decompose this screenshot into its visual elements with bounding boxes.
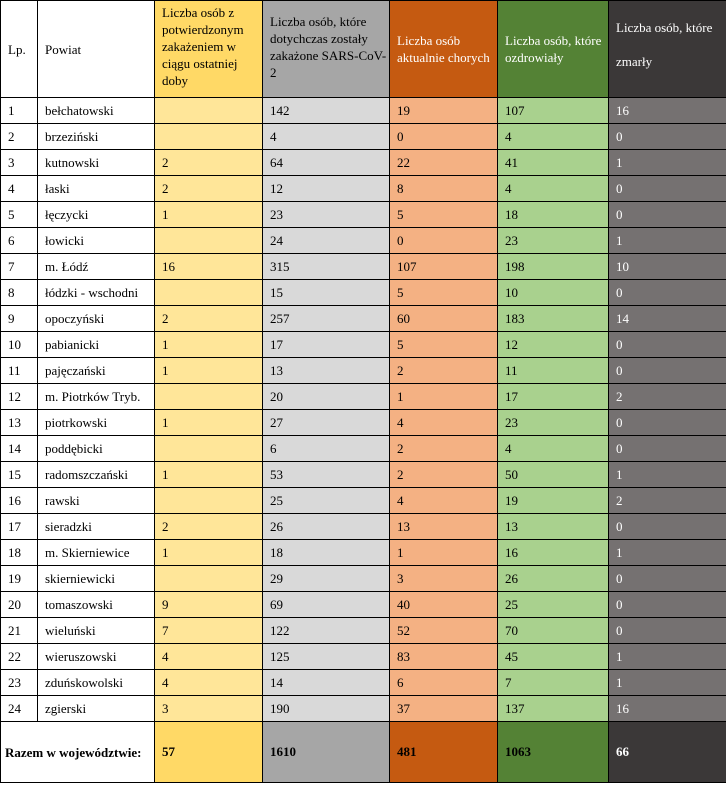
cell-active: 3: [390, 566, 498, 592]
cell-powiat: poddębicki: [38, 436, 155, 462]
cell-total-infected: 6: [263, 436, 390, 462]
cell-recovered: 107: [498, 98, 609, 124]
cell-recovered: 183: [498, 306, 609, 332]
cell-total-infected: 257: [263, 306, 390, 332]
cell-total-infected: 24: [263, 228, 390, 254]
cell-recovered: 18: [498, 202, 609, 228]
cell-deceased: 1: [609, 462, 726, 488]
cell-powiat: opoczyński: [38, 306, 155, 332]
cell-lp: 22: [1, 644, 38, 670]
cell-new-cases: [155, 280, 263, 306]
cell-deceased: 0: [609, 202, 726, 228]
cell-total-infected: 64: [263, 150, 390, 176]
cell-total-infected: 25: [263, 488, 390, 514]
cell-new-cases: 2: [155, 306, 263, 332]
cell-lp: 13: [1, 410, 38, 436]
cell-active: 5: [390, 332, 498, 358]
cell-powiat: zgierski: [38, 696, 155, 722]
cell-active: 2: [390, 462, 498, 488]
cell-deceased: 0: [609, 436, 726, 462]
totals-active: 481: [390, 722, 498, 783]
table-row: [1, 644, 726, 670]
cell-new-cases: 2: [155, 176, 263, 202]
cell-recovered: 137: [498, 696, 609, 722]
cell-deceased: 2: [609, 488, 726, 514]
cell-recovered: 16: [498, 540, 609, 566]
cell-new-cases: 9: [155, 592, 263, 618]
cell-new-cases: [155, 566, 263, 592]
cell-active: 6: [390, 670, 498, 696]
table-row: [1, 332, 726, 358]
cell-powiat: pabianicki: [38, 332, 155, 358]
totals-label: Razem w województwie:: [1, 722, 155, 783]
cell-total-infected: 20: [263, 384, 390, 410]
table-row: [1, 540, 726, 566]
cell-powiat: kutnowski: [38, 150, 155, 176]
cell-lp: 4: [1, 176, 38, 202]
cell-recovered: 10: [498, 280, 609, 306]
cell-new-cases: 1: [155, 410, 263, 436]
cell-total-infected: 23: [263, 202, 390, 228]
cell-recovered: 7: [498, 670, 609, 696]
cell-lp: 14: [1, 436, 38, 462]
cell-active: 0: [390, 228, 498, 254]
cell-active: 2: [390, 358, 498, 384]
cell-deceased: 16: [609, 98, 726, 124]
cell-new-cases: 1: [155, 540, 263, 566]
cell-recovered: 4: [498, 124, 609, 150]
header-new-cases: Liczba osób z potwierdzonym zakażeniem w ciągu ostatniej doby: [155, 1, 263, 98]
cell-powiat: tomaszowski: [38, 592, 155, 618]
cell-deceased: 1: [609, 540, 726, 566]
cell-total-infected: 190: [263, 696, 390, 722]
cell-recovered: 4: [498, 176, 609, 202]
cell-recovered: 12: [498, 332, 609, 358]
table-row: [1, 670, 726, 696]
cell-new-cases: 16: [155, 254, 263, 280]
table-row: [1, 462, 726, 488]
header-recovered: Liczba osób, które ozdrowiały: [498, 1, 609, 98]
cell-powiat: zduńskowolski: [38, 670, 155, 696]
cell-lp: 18: [1, 540, 38, 566]
cell-deceased: 0: [609, 176, 726, 202]
cell-deceased: 0: [609, 410, 726, 436]
cell-powiat: łódzki - wschodni: [38, 280, 155, 306]
cell-lp: 3: [1, 150, 38, 176]
cell-deceased: 1: [609, 228, 726, 254]
totals-new: 57: [155, 722, 263, 783]
table-row: [1, 358, 726, 384]
header-deceased-line2: zmarły: [616, 54, 653, 69]
header-powiat: Powiat: [38, 1, 155, 98]
cell-total-infected: 122: [263, 618, 390, 644]
cell-powiat: brzeziński: [38, 124, 155, 150]
cell-lp: 12: [1, 384, 38, 410]
cell-deceased: 10: [609, 254, 726, 280]
cell-powiat: sieradzki: [38, 514, 155, 540]
cell-active: 8: [390, 176, 498, 202]
cell-new-cases: 7: [155, 618, 263, 644]
cell-recovered: 17: [498, 384, 609, 410]
cell-deceased: 0: [609, 618, 726, 644]
cell-recovered: 13: [498, 514, 609, 540]
cell-active: 1: [390, 540, 498, 566]
cell-deceased: 16: [609, 696, 726, 722]
table-row: [1, 384, 726, 410]
cell-lp: 8: [1, 280, 38, 306]
cell-powiat: łaski: [38, 176, 155, 202]
table-row: [1, 124, 726, 150]
cell-powiat: radomszczański: [38, 462, 155, 488]
cell-lp: 7: [1, 254, 38, 280]
table-row: [1, 254, 726, 280]
cell-new-cases: 1: [155, 358, 263, 384]
cell-active: 2: [390, 436, 498, 462]
cell-deceased: 0: [609, 358, 726, 384]
cell-lp: 15: [1, 462, 38, 488]
cell-total-infected: 18: [263, 540, 390, 566]
cell-recovered: 70: [498, 618, 609, 644]
cell-lp: 24: [1, 696, 38, 722]
cell-active: 83: [390, 644, 498, 670]
cell-recovered: 19: [498, 488, 609, 514]
cell-recovered: 26: [498, 566, 609, 592]
cell-total-infected: 14: [263, 670, 390, 696]
cell-powiat: pajęczański: [38, 358, 155, 384]
cell-deceased: 0: [609, 124, 726, 150]
cell-powiat: wieluński: [38, 618, 155, 644]
cell-total-infected: 13: [263, 358, 390, 384]
table-row: [1, 696, 726, 722]
cell-total-infected: 27: [263, 410, 390, 436]
cell-active: 107: [390, 254, 498, 280]
table-row: [1, 150, 726, 176]
table-row: [1, 436, 726, 462]
header-deceased: [609, 1, 726, 98]
cell-new-cases: [155, 228, 263, 254]
cell-deceased: 0: [609, 280, 726, 306]
header-deceased-line1: Liczba osób, które: [616, 20, 713, 35]
cell-active: 5: [390, 280, 498, 306]
cell-recovered: 45: [498, 644, 609, 670]
cell-total-infected: 29: [263, 566, 390, 592]
cell-powiat: bełchatowski: [38, 98, 155, 124]
cell-active: 52: [390, 618, 498, 644]
cell-recovered: 23: [498, 410, 609, 436]
cell-recovered: 25: [498, 592, 609, 618]
cell-deceased: 0: [609, 332, 726, 358]
cell-deceased: 2: [609, 384, 726, 410]
cell-recovered: 23: [498, 228, 609, 254]
totals-recovered: 1063: [498, 722, 609, 783]
cell-recovered: 4: [498, 436, 609, 462]
cell-new-cases: [155, 436, 263, 462]
cell-recovered: 41: [498, 150, 609, 176]
cell-active: 4: [390, 488, 498, 514]
cell-total-infected: 69: [263, 592, 390, 618]
cell-lp: 2: [1, 124, 38, 150]
cell-deceased: 1: [609, 644, 726, 670]
cell-new-cases: 3: [155, 696, 263, 722]
table-row: [1, 176, 726, 202]
cell-lp: 1: [1, 98, 38, 124]
cell-new-cases: 4: [155, 644, 263, 670]
cell-active: 37: [390, 696, 498, 722]
cell-new-cases: [155, 98, 263, 124]
cell-total-infected: 4: [263, 124, 390, 150]
cell-new-cases: 2: [155, 150, 263, 176]
cell-new-cases: [155, 384, 263, 410]
cell-powiat: m. Piotrków Tryb.: [38, 384, 155, 410]
cell-powiat: m. Łódź: [38, 254, 155, 280]
table-row: [1, 592, 726, 618]
cell-lp: 23: [1, 670, 38, 696]
table-row: [1, 618, 726, 644]
cell-new-cases: [155, 124, 263, 150]
cell-deceased: 0: [609, 566, 726, 592]
table-row: [1, 98, 726, 124]
cell-active: 13: [390, 514, 498, 540]
header-active: Liczba osób aktualnie chorych: [390, 1, 498, 98]
cell-total-infected: 26: [263, 514, 390, 540]
cell-lp: 10: [1, 332, 38, 358]
table-row: [1, 228, 726, 254]
cell-active: 5: [390, 202, 498, 228]
cell-total-infected: 15: [263, 280, 390, 306]
cell-active: 22: [390, 150, 498, 176]
cell-deceased: 14: [609, 306, 726, 332]
cell-active: 0: [390, 124, 498, 150]
cell-lp: 5: [1, 202, 38, 228]
totals-deceased: 66: [609, 722, 726, 783]
cell-active: 19: [390, 98, 498, 124]
cell-lp: 21: [1, 618, 38, 644]
cell-active: 40: [390, 592, 498, 618]
cell-lp: 19: [1, 566, 38, 592]
cell-new-cases: 1: [155, 202, 263, 228]
cell-deceased: 1: [609, 670, 726, 696]
cell-lp: 6: [1, 228, 38, 254]
table-row: [1, 514, 726, 540]
table-row: [1, 280, 726, 306]
totals-row: [1, 722, 726, 783]
cell-total-infected: 53: [263, 462, 390, 488]
cell-powiat: rawski: [38, 488, 155, 514]
cell-new-cases: 4: [155, 670, 263, 696]
cell-powiat: piotrkowski: [38, 410, 155, 436]
cell-new-cases: 1: [155, 462, 263, 488]
cell-active: 1: [390, 384, 498, 410]
cell-powiat: skierniewicki: [38, 566, 155, 592]
cell-recovered: 50: [498, 462, 609, 488]
cell-total-infected: 142: [263, 98, 390, 124]
cell-powiat: m. Skierniewice: [38, 540, 155, 566]
cell-deceased: 1: [609, 150, 726, 176]
cell-powiat: wieruszowski: [38, 644, 155, 670]
cell-powiat: łęczycki: [38, 202, 155, 228]
header-row: [1, 1, 726, 98]
cell-lp: 16: [1, 488, 38, 514]
cell-recovered: 11: [498, 358, 609, 384]
cell-total-infected: 17: [263, 332, 390, 358]
cell-lp: 9: [1, 306, 38, 332]
cell-new-cases: 2: [155, 514, 263, 540]
cell-total-infected: 12: [263, 176, 390, 202]
header-total-infected: Liczba osób, które dotychczas zostały zakażone SARS-CoV-2: [263, 1, 390, 98]
header-lp: Lp.: [1, 1, 38, 98]
table-row: [1, 488, 726, 514]
cell-powiat: łowicki: [38, 228, 155, 254]
cell-new-cases: 1: [155, 332, 263, 358]
cell-deceased: 0: [609, 592, 726, 618]
cell-total-infected: 315: [263, 254, 390, 280]
cell-lp: 17: [1, 514, 38, 540]
cell-active: 60: [390, 306, 498, 332]
table-row: [1, 410, 726, 436]
cell-deceased: 0: [609, 514, 726, 540]
table-row: [1, 202, 726, 228]
table-row: [1, 566, 726, 592]
cell-lp: 11: [1, 358, 38, 384]
table-row: [1, 306, 726, 332]
cell-total-infected: 125: [263, 644, 390, 670]
cell-active: 4: [390, 410, 498, 436]
cell-new-cases: [155, 488, 263, 514]
totals-total: 1610: [263, 722, 390, 783]
cell-lp: 20: [1, 592, 38, 618]
cell-recovered: 198: [498, 254, 609, 280]
